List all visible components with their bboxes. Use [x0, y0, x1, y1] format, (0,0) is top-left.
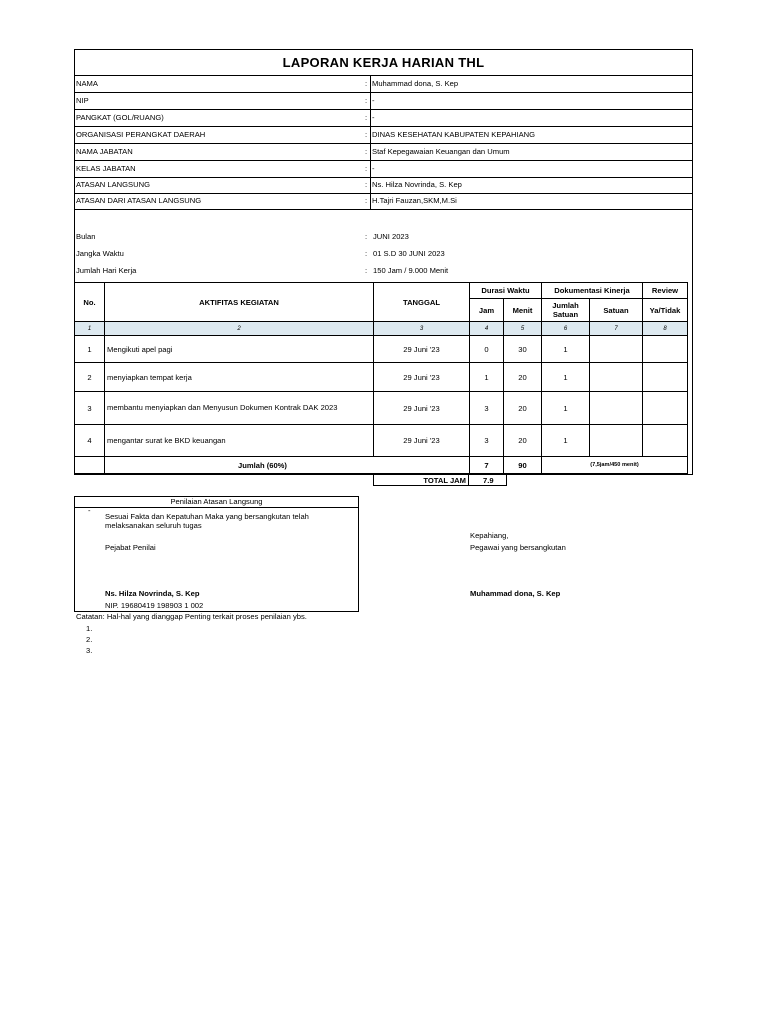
row-date: 29 Juni '23	[374, 392, 470, 425]
sum-label: Jumlah (60%)	[105, 457, 470, 474]
info-value: -	[372, 96, 375, 105]
period-value: 150 Jam / 9.000 Menit	[373, 266, 449, 275]
row-count: 1	[542, 392, 590, 425]
row-unit	[590, 425, 643, 457]
row-count: 1	[542, 363, 590, 392]
index-cell: 2	[105, 322, 374, 336]
row-no: 4	[75, 425, 105, 457]
row-no: 2	[75, 363, 105, 392]
info-value: Muhammad dona, S. Kep	[372, 79, 459, 88]
header-unit-count: Jumlah Satuan	[542, 299, 590, 322]
index-cell: 5	[504, 322, 542, 336]
info-colon: :	[365, 130, 368, 139]
header-activity: AKTIFITAS KEGIATAN	[105, 283, 374, 322]
period-label: Jumlah Hari Kerja	[76, 266, 137, 275]
index-cell: 6	[542, 322, 590, 336]
header-minutes: Menit	[504, 299, 542, 322]
info-label: NIP	[76, 96, 89, 105]
period-colon: :	[365, 266, 368, 275]
period-value: JUNI 2023	[373, 232, 409, 241]
header-duration: Durasi Waktu	[470, 283, 542, 299]
header-unit: Satuan	[590, 299, 643, 322]
info-label: NAMA	[76, 79, 98, 88]
header-date: TANGGAL	[374, 283, 470, 322]
row-hours: 3	[470, 425, 504, 457]
sum-minutes: 90	[504, 457, 542, 474]
info-value: Ns. Hilza Novrinda, S. Kep	[372, 180, 462, 189]
info-colon: :	[365, 113, 368, 122]
info-colon: :	[365, 180, 368, 189]
table-row	[75, 425, 688, 457]
row-unit	[590, 392, 643, 425]
row-unit	[590, 363, 643, 392]
assessor-nip: NIP. 19680419 198903 1 002	[105, 601, 204, 610]
index-cell: 4	[470, 322, 504, 336]
row-unit	[590, 336, 643, 363]
header-documentation: Dokumentasi Kinerja	[542, 283, 643, 299]
header-yes-no: Ya/Tidak	[643, 299, 688, 322]
row-no: 3	[75, 392, 105, 425]
row-hours: 0	[470, 336, 504, 363]
info-row-pangkat	[74, 110, 693, 127]
notes-item: 1.	[86, 624, 93, 633]
row-no: 1	[75, 336, 105, 363]
period-label: Jangka Waktu	[76, 249, 124, 258]
info-value: DINAS KESEHATAN KABUPATEN KEPAHIANG	[372, 130, 536, 139]
notes-item: 2.	[86, 635, 93, 644]
sum-note: (7,5jam/450 menit)	[542, 457, 688, 474]
sum-blank	[75, 457, 105, 474]
row-activity: membantu menyiapkan dan Menyusun Dokumen Kontrak DAK 2023	[105, 392, 374, 425]
row-minutes: 20	[504, 363, 542, 392]
info-label: ATASAN DARI ATASAN LANGSUNG	[76, 196, 202, 205]
row-date: 29 Juni '23	[374, 336, 470, 363]
index-cell: 7	[590, 322, 643, 336]
sign-role: Pegawai yang bersangkutan	[470, 543, 566, 552]
index-cell: 8	[643, 322, 688, 336]
sign-place: Kepahiang,	[470, 531, 509, 540]
info-row-jabatan	[74, 144, 693, 161]
sum-hours: 7	[470, 457, 504, 474]
table-row	[75, 363, 688, 392]
info-value: -	[372, 164, 375, 173]
info-label: ORGANISASI PERANGKAT DAERAH	[76, 130, 206, 139]
total-value: 7.9	[468, 474, 507, 486]
info-divider	[370, 76, 371, 210]
info-label: NAMA JABATAN	[76, 147, 133, 156]
period-colon: :	[365, 232, 368, 241]
info-colon: :	[365, 196, 368, 205]
assessor-name: Ns. Hilza Novrinda, S. Kep	[105, 589, 200, 598]
header-review: Review	[643, 283, 688, 299]
header-hours: Jam	[470, 299, 504, 322]
sum-row	[75, 457, 688, 474]
row-count: 1	[542, 425, 590, 457]
info-value: -	[372, 113, 375, 122]
period-value: 01 S.D 30 JUNI 2023	[373, 249, 445, 258]
row-activity: Mengikuti apel pagi	[105, 336, 374, 363]
row-activity: menyiapkan tempat kerja	[105, 363, 374, 392]
header-no: No.	[75, 283, 105, 322]
info-label: KELAS JABATAN	[76, 164, 136, 173]
row-review	[643, 363, 688, 392]
info-row-atasan-dari-atasan	[74, 193, 693, 210]
assessor-role: Pejabat Penilai	[105, 543, 156, 552]
info-colon: :	[365, 96, 368, 105]
row-review	[643, 336, 688, 363]
info-row-atasan	[74, 177, 693, 194]
info-value: Staf Kepegawaian Keuangan dan Umum	[372, 147, 510, 156]
sign-name: Muhammad dona, S. Kep	[470, 589, 561, 598]
assessment-dash: -	[88, 506, 91, 515]
row-activity: mengantar surat ke BKD keuangan	[105, 425, 374, 457]
row-hours: 3	[470, 392, 504, 425]
info-row-kelas	[74, 161, 693, 178]
period-label: Bulan	[76, 232, 96, 241]
row-date: 29 Juni '23	[374, 425, 470, 457]
info-row-nama	[74, 76, 693, 93]
info-colon: :	[365, 79, 368, 88]
info-label: PANGKAT (GOL/RUANG)	[76, 113, 164, 122]
table-row	[75, 392, 688, 425]
index-cell: 3	[374, 322, 470, 336]
index-cell: 1	[75, 322, 105, 336]
row-minutes: 20	[504, 392, 542, 425]
row-hours: 1	[470, 363, 504, 392]
info-label: ATASAN LANGSUNG	[76, 180, 150, 189]
assessment-title: Penilaian Atasan Langsung	[74, 496, 359, 508]
row-review	[643, 392, 688, 425]
row-minutes: 20	[504, 425, 542, 457]
notes-item: 3.	[86, 646, 93, 655]
table-row	[75, 336, 688, 363]
activity-table	[74, 282, 688, 474]
info-colon: :	[365, 164, 368, 173]
info-row-organisasi	[74, 127, 693, 144]
row-minutes: 30	[504, 336, 542, 363]
report-title: LAPORAN KERJA HARIAN THL	[74, 49, 693, 76]
assessment-statement: Sesuai Fakta dan Kepatuhan Maka yang bersangkutan telah melaksanakan seluruh tugas	[105, 512, 309, 530]
row-date: 29 Juni '23	[374, 363, 470, 392]
row-count: 1	[542, 336, 590, 363]
row-review	[643, 425, 688, 457]
info-row-nip	[74, 93, 693, 110]
notes-title: Catatan: Hal-hal yang dianggap Penting terkait proses penilaian ybs.	[76, 612, 307, 621]
total-label: TOTAL JAM	[373, 474, 469, 486]
info-colon: :	[365, 147, 368, 156]
period-colon: :	[365, 249, 368, 258]
info-value: H.Tajri Fauzan,SKM,M.Si	[372, 196, 457, 205]
